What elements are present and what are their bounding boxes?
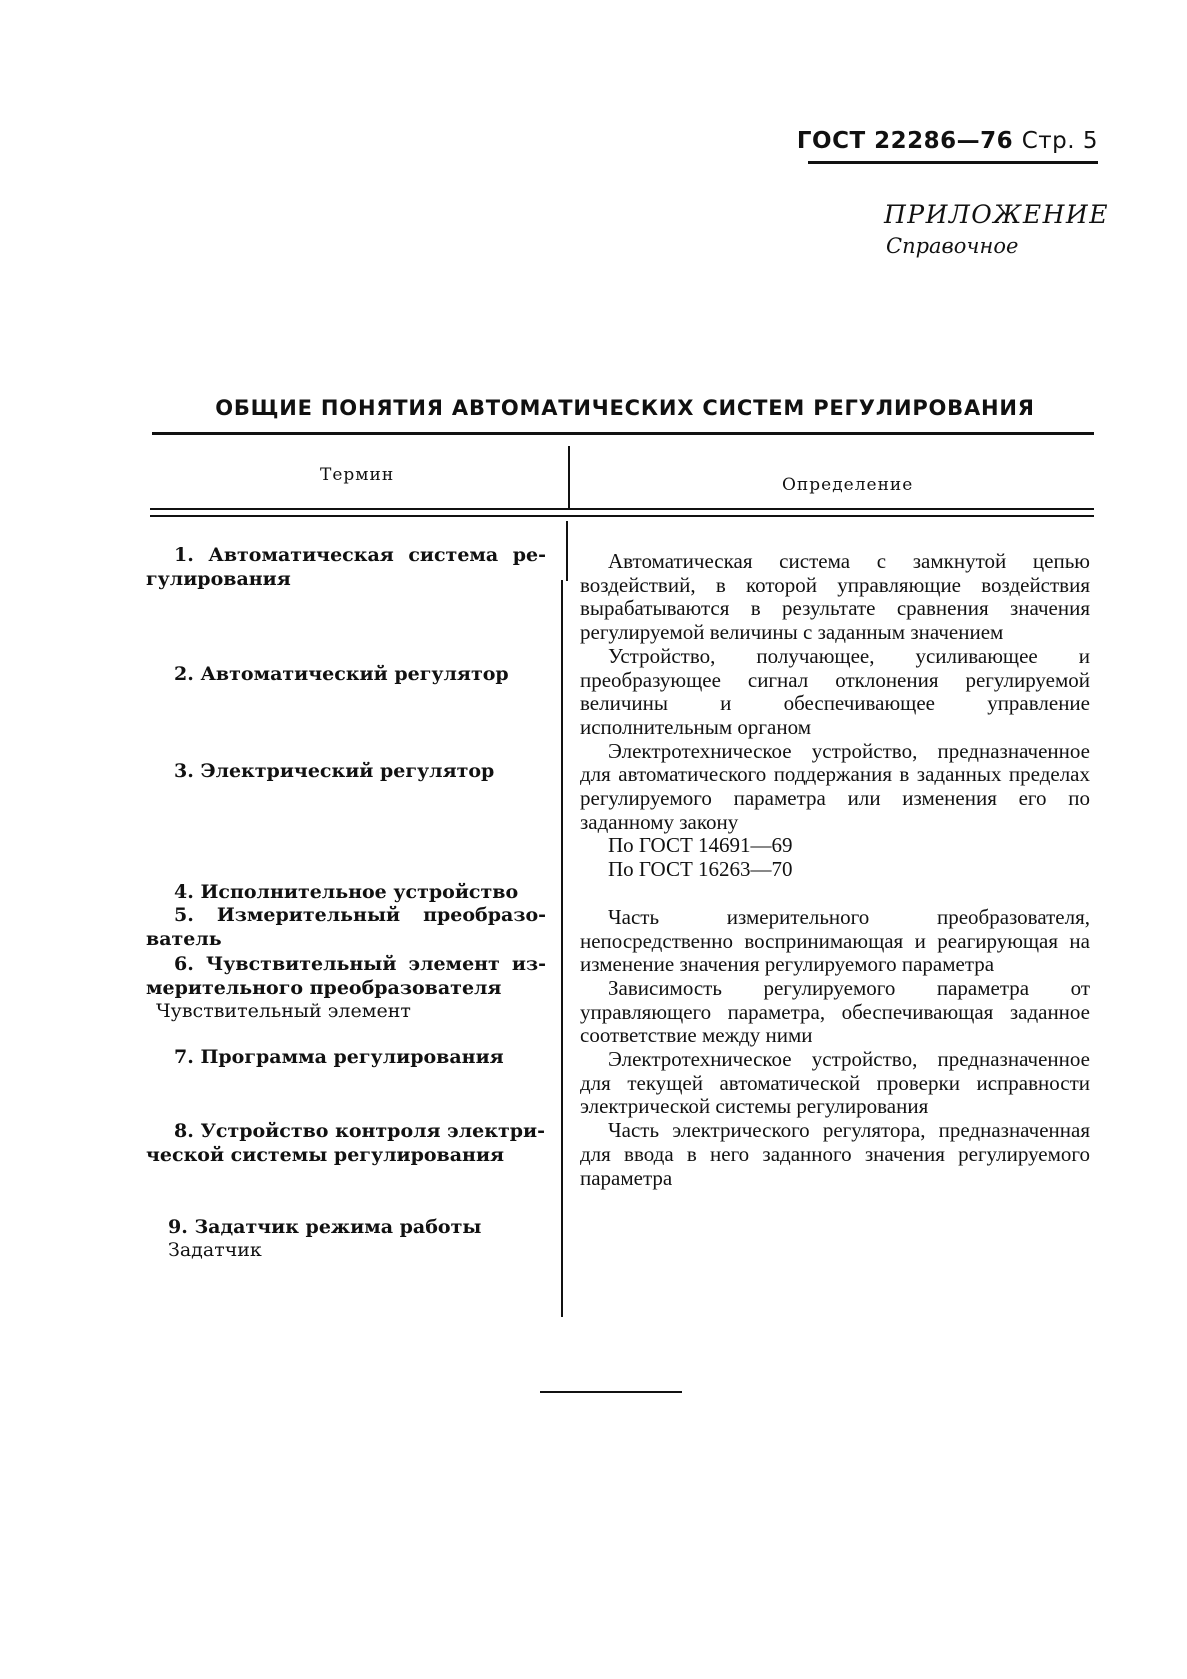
header-divider — [568, 446, 570, 510]
term-5-line-1: 5. Измерительный преобразо- — [174, 904, 546, 926]
term-7 — [146, 1045, 546, 1069]
page-header — [796, 128, 1098, 168]
definition-9: Часть электрического регулятора, предназначенная для ввода в него заданного значения регулируемого параметра — [580, 1118, 1090, 1190]
column-divider-upper — [566, 521, 568, 581]
header-bottom-rule-2 — [150, 515, 1094, 517]
term-6-synonym: Чувствительный элемент — [156, 1000, 411, 1022]
header-rule — [808, 161, 1098, 164]
term-2 — [146, 662, 546, 686]
term-8-line-1: 8. Устройство контроля электри- — [174, 1120, 545, 1142]
term-6 — [146, 952, 546, 1023]
term-9-synonym: Задатчик — [168, 1239, 262, 1261]
column-header-definition: Определение — [782, 475, 914, 495]
term-1-line-1: 1. Автоматическая система ре- — [174, 544, 546, 566]
term-1 — [146, 543, 546, 591]
term-2-line: 2. Автоматический регулятор — [174, 663, 509, 685]
definition-7: Зависимость регулируемого параметра от управляющего параметра, обеспечивающая заданное соответствие между ними — [580, 975, 1090, 1048]
definition-4: По ГОСТ 14691—69 — [608, 833, 793, 858]
term-8 — [146, 1119, 546, 1167]
term-6-line-1: 6. Чувствительный элемент из- — [174, 953, 546, 975]
definition-8: Электротехническое устройство, предназначенное для текущей автоматической проверки исправности электрической системы регулирования — [580, 1047, 1090, 1119]
definition-6: Часть измерительного преобразователя, непосредственно воспринимающая и реагирующая на изменение значения регулируемого параметра — [580, 904, 1090, 977]
table-title: ОБЩИЕ ПОНЯТИЯ АВТОМАТИЧЕСКИХ СИСТЕМ РЕГУЛИРОВАНИЯ — [215, 396, 1035, 420]
header-text — [797, 128, 1098, 154]
term-7-line: 7. Программа регулирования — [174, 1046, 504, 1068]
table-top-rule — [152, 432, 1094, 435]
definition-2: Устройство, получающее, усиливающее и преобразующее сигнал отклонения регулируемой величины и обеспечивающее управление исполнительным органом — [580, 643, 1090, 739]
definition-1: Автоматическая система с замкнутой цепью воздействий, в которой управляющие воздействия вырабатываются в результате сравнения значения регулируемой величины с заданным значением — [580, 549, 1090, 645]
definitions-column — [580, 550, 1090, 1190]
term-4 — [146, 880, 546, 904]
term-9-line-1: 9. Задатчик режима работы — [168, 1216, 482, 1238]
column-header-term: Термин — [320, 465, 395, 485]
column-divider — [561, 580, 563, 1317]
term-3 — [146, 759, 546, 783]
definition-3: Электротехническое устройство, предназначенное для автоматического поддержания в заданных пределах регулируемого параметра или изменения его по заданному закону — [580, 738, 1090, 834]
appendix-ref: Справочное — [886, 234, 1019, 258]
page-number: Стр. 5 — [1021, 128, 1098, 154]
appendix-label: ПРИЛОЖЕНИЕ — [884, 200, 1109, 229]
doc-number: ГОСТ 22286—76 — [796, 128, 1014, 154]
term-3-line: 3. Электрический регулятор — [174, 760, 495, 782]
definition-5: По ГОСТ 16263—70 — [608, 857, 793, 882]
term-8-line-2: ческой системы регулирования — [146, 1144, 505, 1166]
term-1-line-2: гулирования — [146, 568, 291, 590]
end-rule — [540, 1391, 682, 1393]
term-9 — [146, 1215, 546, 1262]
header-bottom-rule — [150, 508, 1094, 510]
term-5 — [146, 903, 546, 951]
term-4-line: 4. Исполнительное устройство — [174, 881, 519, 903]
term-6-line-2: мерительного преобразователя — [146, 977, 502, 999]
term-5-line-2: ватель — [146, 928, 222, 950]
